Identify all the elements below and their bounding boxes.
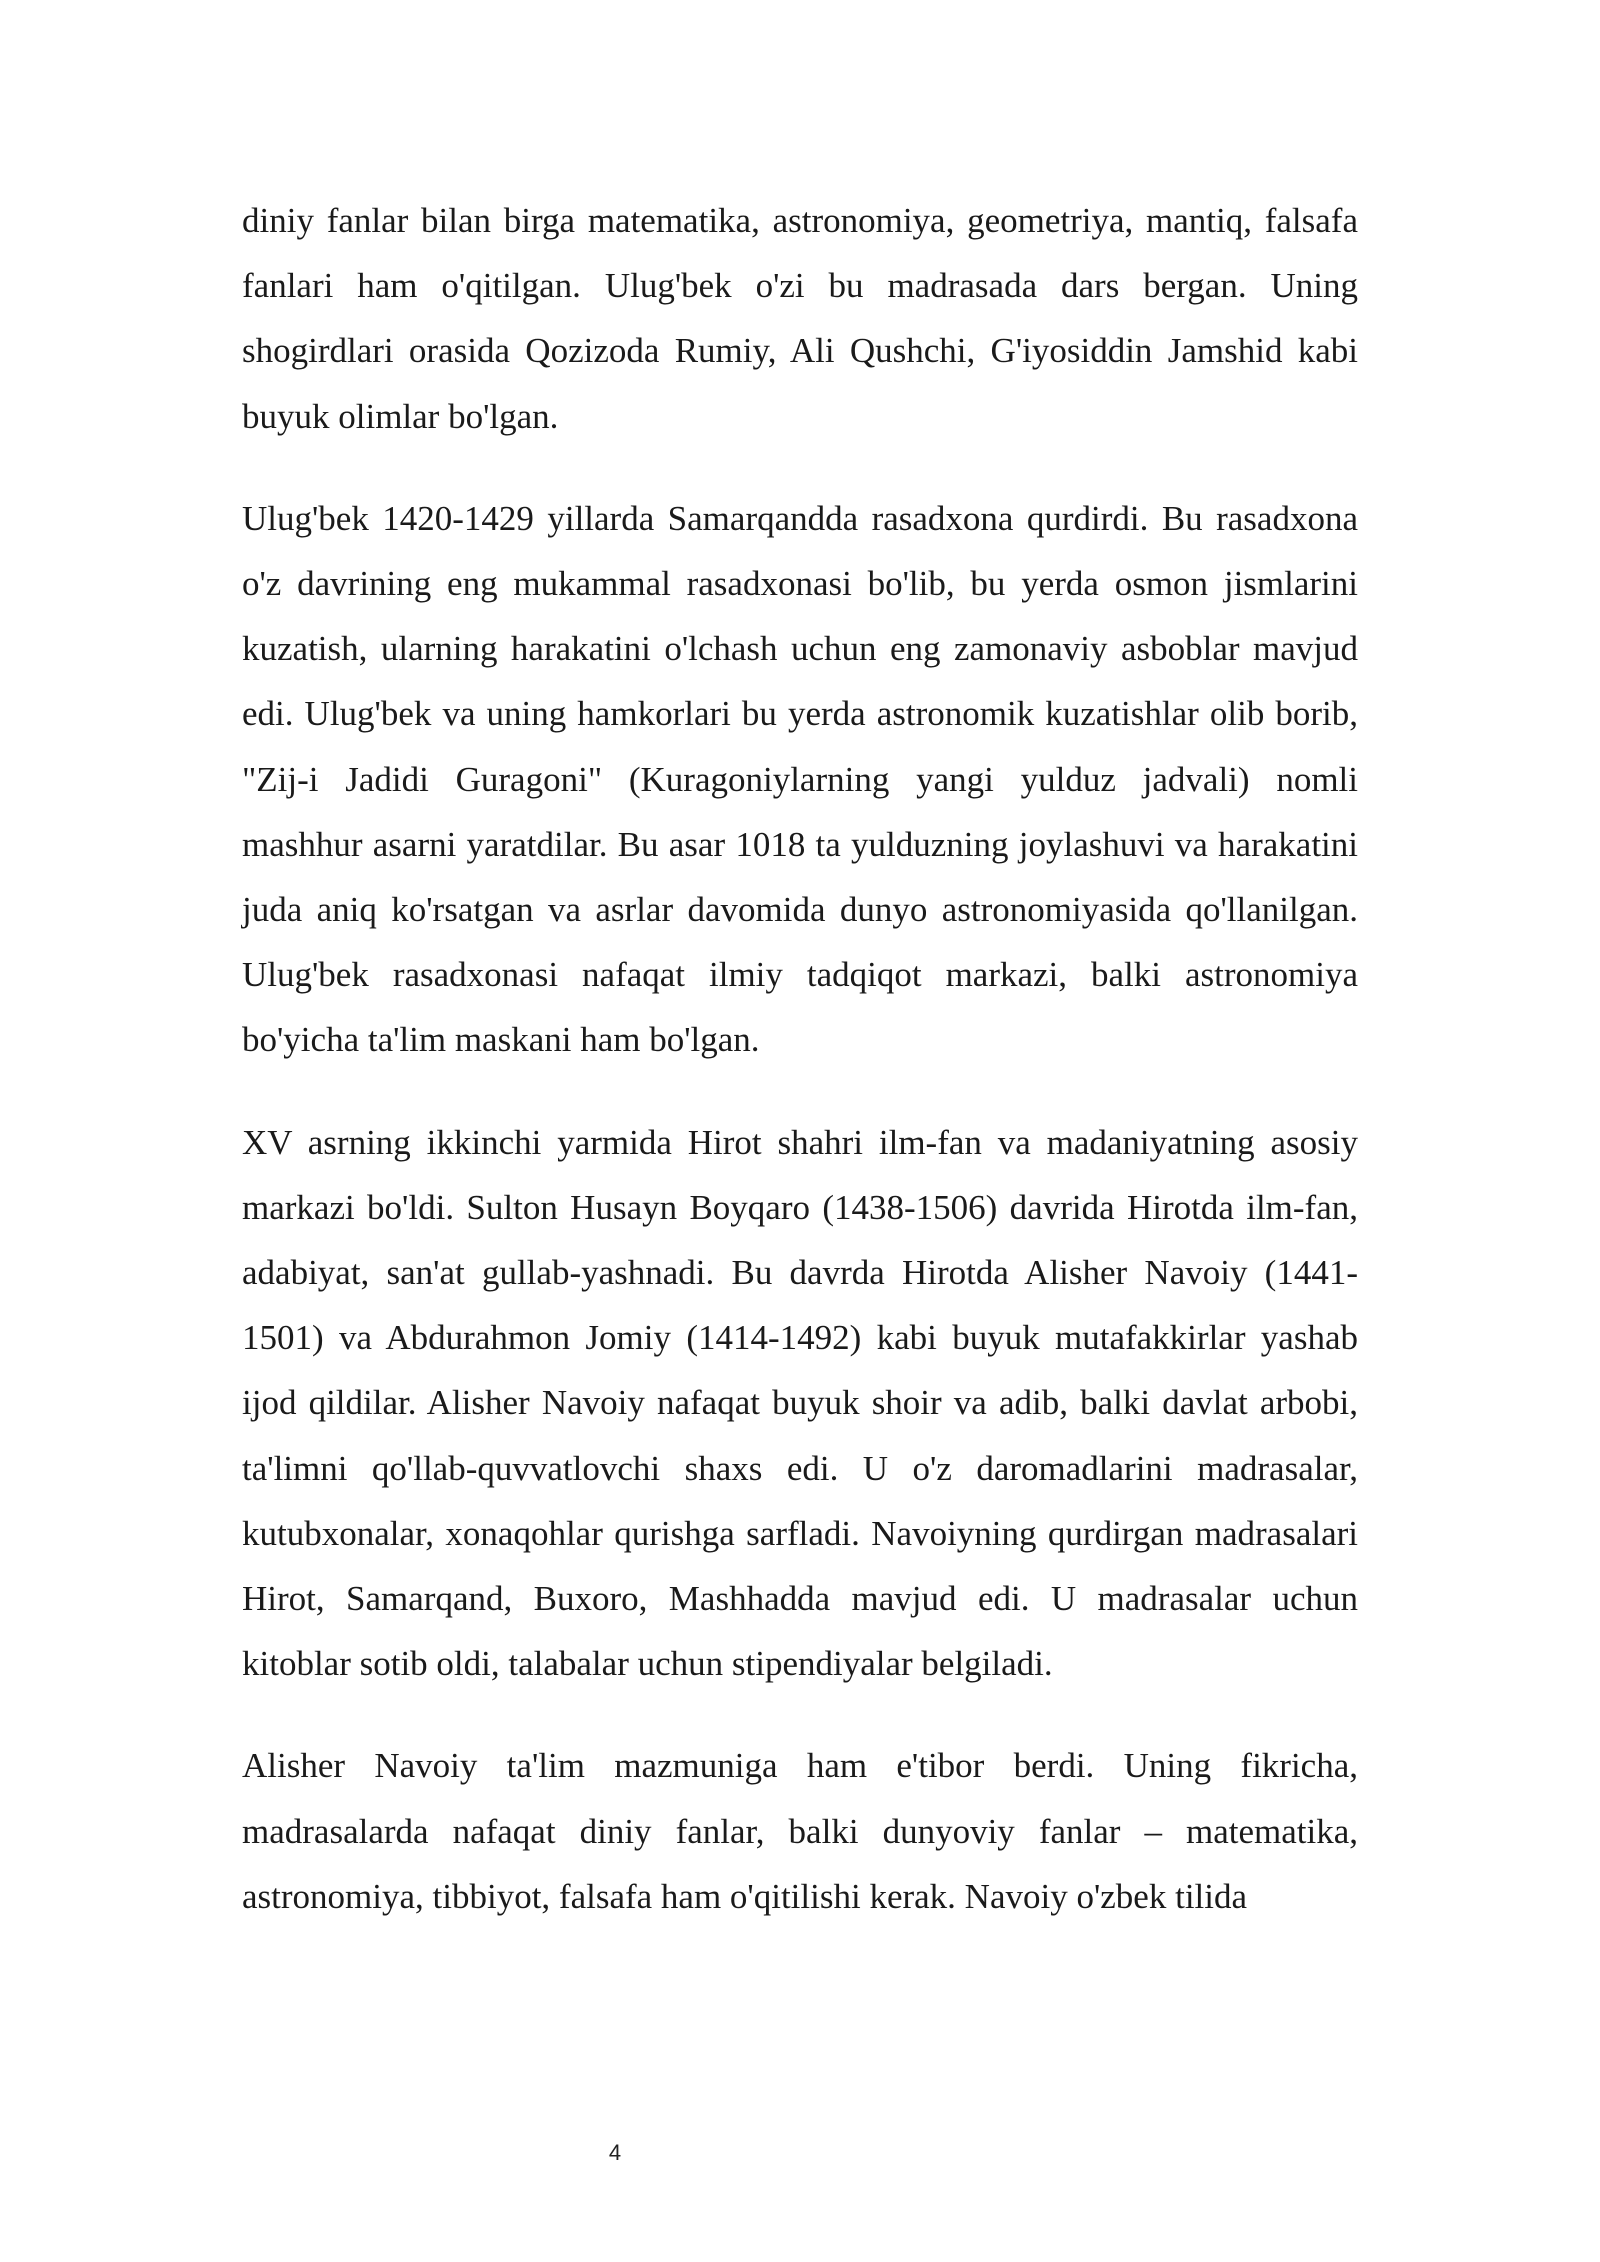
paragraph-1: diniy fanlar bilan birga matematika, astronomiya, geometriya, mantiq, falsafa fanlari ham o'qitilgan. Ulug'bek o'zi bu madrasada dars bergan. Uning shogirdlari orasida Qozizoda Rumiy, Ali Qushchi, G'iyosiddin Jamshid kabi buyuk olimlar bo'lgan. [242, 201, 1358, 436]
body-text [242, 188, 1358, 1966]
paragraph-3: XV asrning ikkinchi yarmida Hirot shahri ilm-fan va madaniyatning asosiy markazi bo'ldi. Sulton Husayn Boyqaro (1438-1506) davrida Hirotda ilm-fan, adabiyat, san'at gullab-yashnadi. Bu davrda Hirotda Alisher Navoiy (1441-1501) va Abdurahmon Jomiy (1414-1492) kabi buyuk mutafakkirlar yashab ijod qildilar. Alisher Navoiy nafaqat buyuk shoir va adib, balki davlat arbobi, ta'limni qo'llab-quvvatlovchi shaxs edi. U o'z daromadlarini madrasalar, kutubxonalar, xonaqohlar qurishga sarfladi. Navoiyning qurdirgan madrasalari Hirot, Samarqand, Buxoro, Mashhadda mavjud edi. U madrasalar uchun kitoblar sotib oldi, talabalar uchun stipendiyalar belgiladi. [242, 1122, 1358, 1684]
paragraph-4: Alisher Navoiy ta'lim mazmuniga ham e'tibor berdi. Uning fikricha, madrasalarda nafaqat diniy fanlar, balki dunyoviy fanlar – matematika, astronomiya, tibbiyot, falsafa ham o'qitilishi kerak. Navoiy o'zbek tilida [242, 1746, 1358, 1916]
page-number: 4 [608, 2140, 622, 2165]
paragraph-2: Ulug'bek 1420-1429 yillarda Samarqandda rasadxona qurdirdi. Bu rasadxona o'z davrining eng mukammal rasadxonasi bo'lib, bu yerda osmon jismlarini kuzatish, ularning harakatini o'lchash uchun eng zamonaviy asboblar mavjud edi. Ulug'bek va uning hamkorlari bu yerda astronomik kuzatishlar olib borib, "Zij-i Jadidi Guragoni" (Kuragoniylarning yangi yulduz jadvali) nomli mashhur asarni yaratdilar. Bu asar 1018 ta yulduzning joylashuvi va harakatini juda aniq ko'rsatgan va asrlar davomida dunyo astronomiyasida qo'llanilgan. Ulug'bek rasadxonasi nafaqat ilmiy tadqiqot markazi, balki astronomiya bo'yicha ta'lim maskani ham bo'lgan. [242, 498, 1358, 1060]
